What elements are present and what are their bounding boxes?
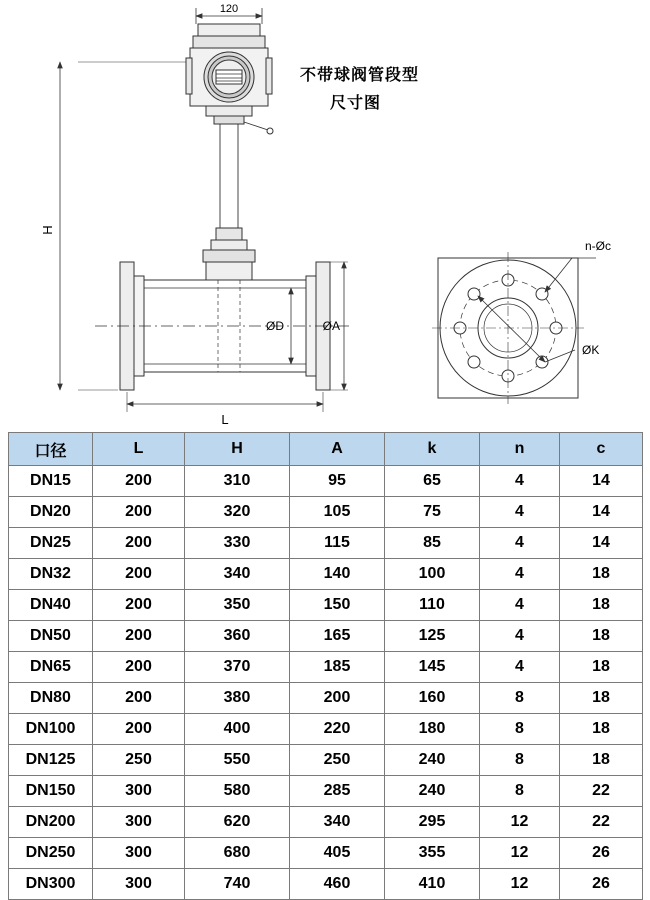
label-length-l: L bbox=[221, 412, 229, 427]
column-header-k: k bbox=[385, 433, 480, 466]
cell-c: 26 bbox=[560, 838, 643, 869]
table-row bbox=[9, 807, 643, 838]
cell-n: 4 bbox=[480, 621, 560, 652]
cell-a: 285 bbox=[290, 776, 385, 807]
dimension-table-container bbox=[8, 432, 642, 900]
cell-n: 4 bbox=[480, 590, 560, 621]
cell-n: 8 bbox=[480, 776, 560, 807]
cell-h: 580 bbox=[185, 776, 290, 807]
cell-n: 12 bbox=[480, 869, 560, 900]
cell-h: 320 bbox=[185, 497, 290, 528]
cell-a: 150 bbox=[290, 590, 385, 621]
cell-n: 4 bbox=[480, 466, 560, 497]
cell-c: 22 bbox=[560, 807, 643, 838]
label-diameter-a: ØA bbox=[322, 319, 340, 333]
cell-a: 165 bbox=[290, 621, 385, 652]
cell-size: DN125 bbox=[9, 745, 93, 776]
cell-n: 4 bbox=[480, 497, 560, 528]
cell-a: 105 bbox=[290, 497, 385, 528]
table-row bbox=[9, 466, 643, 497]
cell-h: 400 bbox=[185, 714, 290, 745]
cell-l: 200 bbox=[93, 590, 185, 621]
table-row bbox=[9, 714, 643, 745]
label-height-h: H bbox=[40, 225, 55, 235]
dimension-table bbox=[8, 432, 643, 900]
cell-size: DN20 bbox=[9, 497, 93, 528]
cell-c: 18 bbox=[560, 590, 643, 621]
cell-a: 185 bbox=[290, 652, 385, 683]
cell-n: 8 bbox=[480, 714, 560, 745]
cell-k: 160 bbox=[385, 683, 480, 714]
cell-size: DN150 bbox=[9, 776, 93, 807]
cell-k: 75 bbox=[385, 497, 480, 528]
cell-h: 740 bbox=[185, 869, 290, 900]
cell-l: 200 bbox=[93, 466, 185, 497]
table-row bbox=[9, 776, 643, 807]
cell-a: 140 bbox=[290, 559, 385, 590]
cell-size: DN100 bbox=[9, 714, 93, 745]
cell-h: 380 bbox=[185, 683, 290, 714]
cell-h: 620 bbox=[185, 807, 290, 838]
cell-a: 250 bbox=[290, 745, 385, 776]
cell-c: 18 bbox=[560, 683, 643, 714]
column-header-c: c bbox=[560, 433, 643, 466]
table-row bbox=[9, 590, 643, 621]
dimension-drawing bbox=[0, 0, 650, 430]
cell-k: 240 bbox=[385, 745, 480, 776]
cell-h: 680 bbox=[185, 838, 290, 869]
table-row bbox=[9, 838, 643, 869]
cell-size: DN50 bbox=[9, 621, 93, 652]
cell-h: 360 bbox=[185, 621, 290, 652]
cell-k: 100 bbox=[385, 559, 480, 590]
cell-l: 250 bbox=[93, 745, 185, 776]
drawing-title-line2: 尺寸图 bbox=[330, 95, 382, 112]
column-header-size: 口径 bbox=[9, 433, 93, 466]
table-row bbox=[9, 559, 643, 590]
cell-l: 300 bbox=[93, 869, 185, 900]
cell-size: DN40 bbox=[9, 590, 93, 621]
column-header-n: n bbox=[480, 433, 560, 466]
cell-n: 8 bbox=[480, 683, 560, 714]
cell-k: 145 bbox=[385, 652, 480, 683]
cell-size: DN25 bbox=[9, 528, 93, 559]
table-row bbox=[9, 621, 643, 652]
cell-l: 200 bbox=[93, 528, 185, 559]
cell-h: 340 bbox=[185, 559, 290, 590]
cell-l: 300 bbox=[93, 807, 185, 838]
cell-a: 405 bbox=[290, 838, 385, 869]
table-row bbox=[9, 869, 643, 900]
cell-h: 550 bbox=[185, 745, 290, 776]
cell-k: 240 bbox=[385, 776, 480, 807]
table-row bbox=[9, 683, 643, 714]
cell-h: 310 bbox=[185, 466, 290, 497]
cell-c: 14 bbox=[560, 466, 643, 497]
cell-a: 200 bbox=[290, 683, 385, 714]
cell-c: 18 bbox=[560, 745, 643, 776]
cell-k: 110 bbox=[385, 590, 480, 621]
table-row bbox=[9, 497, 643, 528]
cell-k: 355 bbox=[385, 838, 480, 869]
drawing-title-line1: 不带球阀管段型 bbox=[300, 67, 420, 84]
cell-n: 8 bbox=[480, 745, 560, 776]
column-header-l: L bbox=[93, 433, 185, 466]
cell-a: 460 bbox=[290, 869, 385, 900]
cell-k: 180 bbox=[385, 714, 480, 745]
cell-l: 200 bbox=[93, 621, 185, 652]
cell-k: 125 bbox=[385, 621, 480, 652]
cell-c: 14 bbox=[560, 497, 643, 528]
cell-k: 65 bbox=[385, 466, 480, 497]
cell-n: 4 bbox=[480, 652, 560, 683]
cell-l: 200 bbox=[93, 714, 185, 745]
cell-h: 330 bbox=[185, 528, 290, 559]
cell-size: DN65 bbox=[9, 652, 93, 683]
cell-c: 18 bbox=[560, 652, 643, 683]
cell-l: 200 bbox=[93, 559, 185, 590]
cell-l: 200 bbox=[93, 652, 185, 683]
table-header-row bbox=[9, 433, 643, 466]
cell-n: 4 bbox=[480, 528, 560, 559]
label-bolt-circle-k: ØK bbox=[582, 343, 600, 357]
cell-k: 295 bbox=[385, 807, 480, 838]
cell-c: 14 bbox=[560, 528, 643, 559]
cell-a: 220 bbox=[290, 714, 385, 745]
cell-size: DN15 bbox=[9, 466, 93, 497]
cell-size: DN300 bbox=[9, 869, 93, 900]
cell-n: 12 bbox=[480, 838, 560, 869]
column-header-a: A bbox=[290, 433, 385, 466]
cell-c: 18 bbox=[560, 621, 643, 652]
cell-size: DN80 bbox=[9, 683, 93, 714]
cell-a: 115 bbox=[290, 528, 385, 559]
cell-l: 300 bbox=[93, 838, 185, 869]
cell-k: 410 bbox=[385, 869, 480, 900]
cell-c: 26 bbox=[560, 869, 643, 900]
cell-size: DN200 bbox=[9, 807, 93, 838]
cell-c: 18 bbox=[560, 559, 643, 590]
table-row bbox=[9, 528, 643, 559]
cell-l: 200 bbox=[93, 497, 185, 528]
cell-l: 300 bbox=[93, 776, 185, 807]
label-top-width: 120 bbox=[219, 3, 239, 15]
cell-c: 18 bbox=[560, 714, 643, 745]
column-header-h: H bbox=[185, 433, 290, 466]
cell-size: DN32 bbox=[9, 559, 93, 590]
cell-k: 85 bbox=[385, 528, 480, 559]
cell-a: 95 bbox=[290, 466, 385, 497]
cell-h: 350 bbox=[185, 590, 290, 621]
cell-l: 200 bbox=[93, 683, 185, 714]
table-row bbox=[9, 652, 643, 683]
cell-c: 22 bbox=[560, 776, 643, 807]
table-row bbox=[9, 745, 643, 776]
label-bolt-holes: n-Øc bbox=[584, 239, 612, 253]
cell-n: 12 bbox=[480, 807, 560, 838]
label-diameter-d: ØD bbox=[266, 319, 284, 333]
cell-h: 370 bbox=[185, 652, 290, 683]
cell-n: 4 bbox=[480, 559, 560, 590]
cell-size: DN250 bbox=[9, 838, 93, 869]
cell-a: 340 bbox=[290, 807, 385, 838]
